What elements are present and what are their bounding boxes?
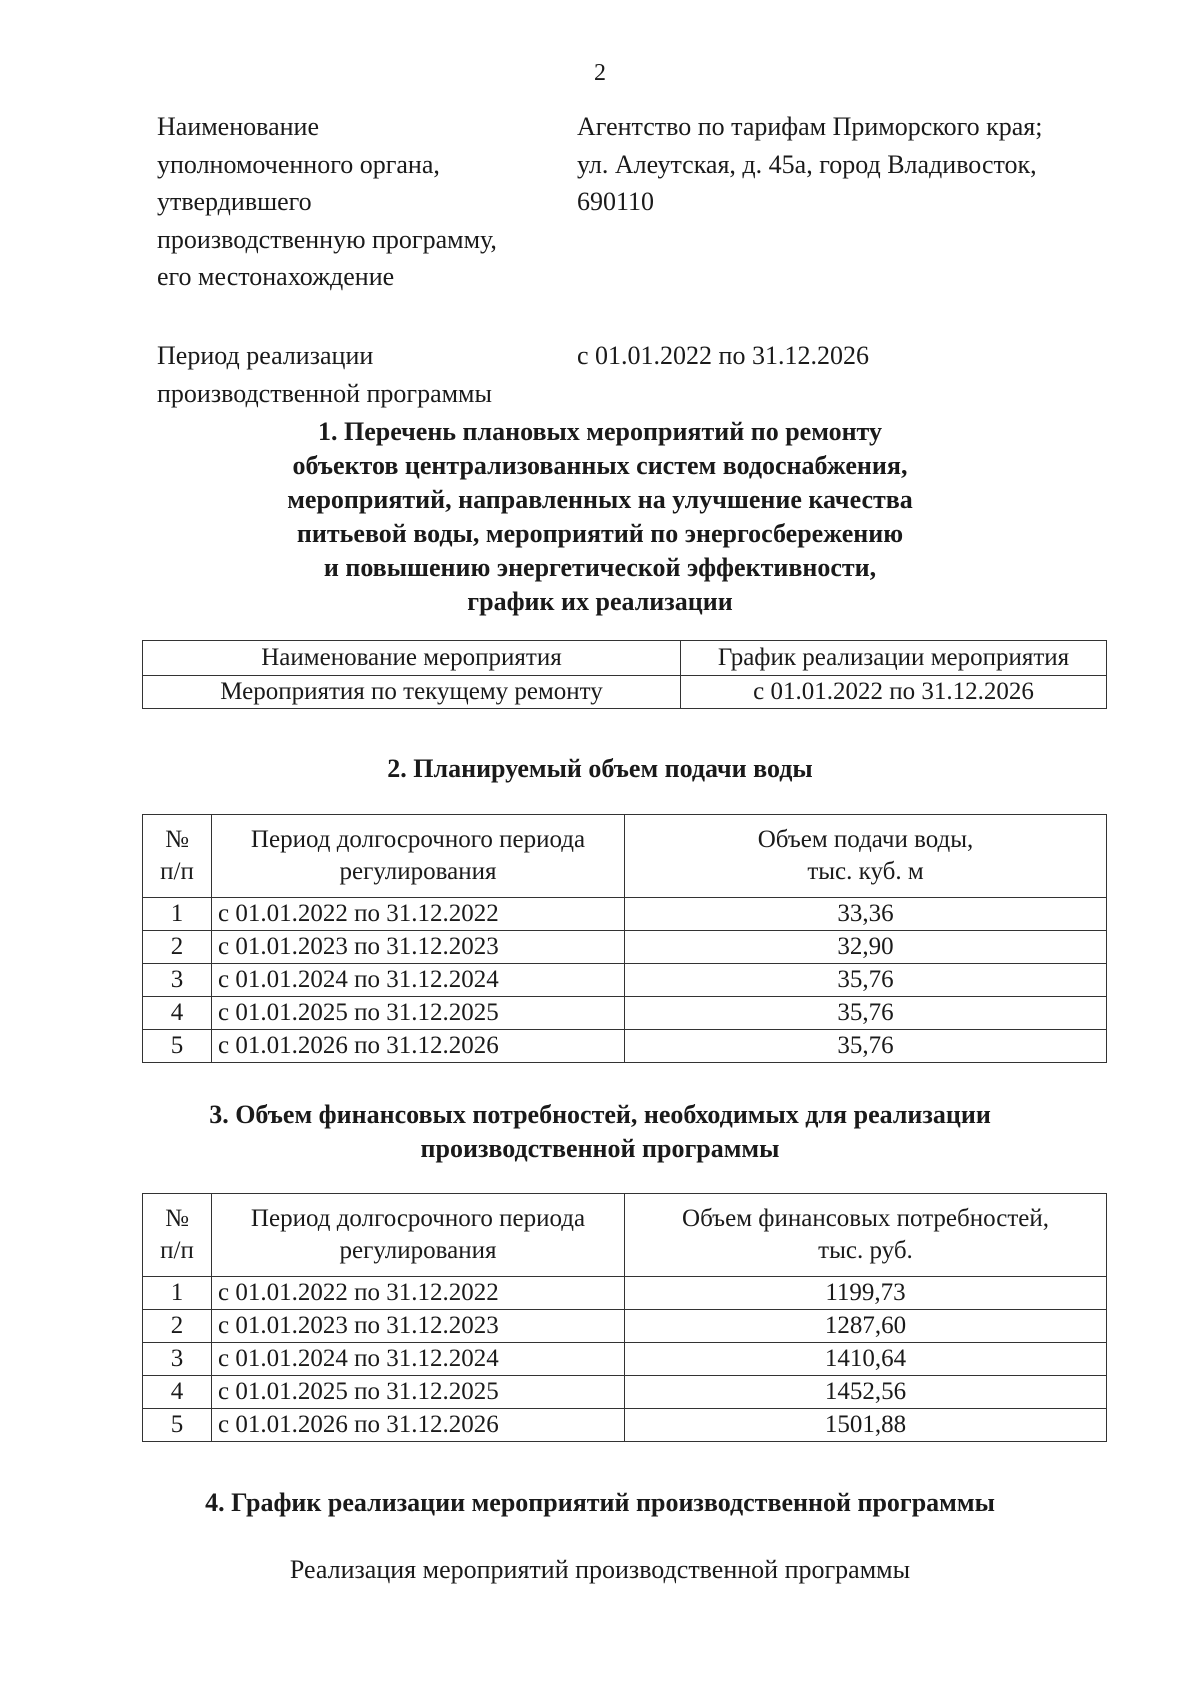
table-row (143, 1343, 1107, 1376)
table-row (143, 1376, 1107, 1409)
table-row (143, 898, 1107, 931)
table-cell: с 01.01.2022 по 31.12.2026 (681, 676, 1107, 709)
table-cell: Мероприятия по текущему ремонту (143, 676, 681, 709)
table-row (143, 964, 1107, 997)
table-row (143, 931, 1107, 964)
table-cell: 1452,56 (625, 1376, 1107, 1409)
section3-title-line: 3. Объем финансовых потребностей, необходимых для реализации (209, 1100, 991, 1129)
table-cell: с 01.01.2024 по 31.12.2024 (212, 1343, 625, 1376)
header-line: регулирования (339, 1237, 497, 1264)
section1-title-line: объектов централизованных систем водоснабжения, (292, 451, 908, 480)
header-line: Объем подачи воды, (757, 826, 974, 853)
table-cell: 4 (143, 1376, 212, 1409)
header-line: Период долгосрочного периода (250, 1205, 586, 1232)
period-value (577, 337, 1097, 375)
header-line: № (165, 1205, 189, 1232)
authority-value-line: 690110 (577, 187, 655, 216)
section4-subtitle: Реализация мероприятий производственной программы (289, 1555, 911, 1584)
table-cell: 32,90 (625, 931, 1107, 964)
table-cell: с 01.01.2023 по 31.12.2023 (212, 1310, 625, 1343)
header-line: тыс. руб. (818, 1237, 913, 1264)
table-cell: 1501,88 (625, 1409, 1107, 1442)
section1-title-line: питьевой воды, мероприятий по энергосбережению (296, 519, 904, 548)
header-line: п/п (160, 1237, 194, 1264)
header-cell-period (212, 1194, 625, 1277)
table-cell: с 01.01.2026 по 31.12.2026 (212, 1409, 625, 1442)
table-cell: с 01.01.2025 по 31.12.2025 (212, 997, 625, 1030)
table-cell: 35,76 (625, 1030, 1107, 1063)
section3-table (142, 1193, 1107, 1442)
authority-value-line: Агентство по тарифам Приморского края; (577, 112, 1043, 141)
header-cell-value (625, 815, 1107, 898)
section2-table (142, 814, 1107, 1063)
authority-label-line: производственную программу, (157, 224, 497, 254)
table-cell: 1 (143, 898, 212, 931)
header-cell: Наименование мероприятия (143, 641, 681, 676)
section4-title: 4. График реализации мероприятий производственной программы (205, 1488, 995, 1517)
authority-label-line: его местонахождение (157, 262, 395, 291)
table-cell: 1199,73 (625, 1277, 1107, 1310)
table-cell: 3 (143, 1343, 212, 1376)
authority-value (577, 108, 1097, 221)
table-row (143, 1409, 1107, 1442)
header-cell: График реализации мероприятия (681, 641, 1107, 676)
table-cell: 5 (143, 1409, 212, 1442)
period-label-line: производственной программы (157, 378, 492, 408)
period-label (157, 337, 547, 412)
section1-title-line: график их реализации (467, 587, 733, 616)
section3-title (0, 1098, 1200, 1166)
table-cell: 1410,64 (625, 1343, 1107, 1376)
table-cell: 33,36 (625, 898, 1107, 931)
table-header-row (143, 641, 1107, 676)
table-cell: с 01.01.2025 по 31.12.2025 (212, 1376, 625, 1409)
page-number: 2 (594, 60, 606, 86)
period-value-text: с 01.01.2022 по 31.12.2026 (577, 341, 869, 370)
table-cell: с 01.01.2023 по 31.12.2023 (212, 931, 625, 964)
table-cell: с 01.01.2024 по 31.12.2024 (212, 964, 625, 997)
header-line: п/п (160, 858, 194, 885)
table-cell: 4 (143, 997, 212, 1030)
section3-title-line: производственной программы (420, 1134, 780, 1163)
table-cell: с 01.01.2022 по 31.12.2022 (212, 898, 625, 931)
table-cell: с 01.01.2022 по 31.12.2022 (212, 1277, 625, 1310)
table-row (143, 676, 1107, 709)
header-line: тыс. куб. м (807, 858, 924, 885)
header-line: № (165, 826, 189, 853)
header-line: регулирования (339, 858, 497, 885)
section2-title: 2. Планируемый объем подачи воды (387, 754, 813, 783)
authority-label-line: Наименование (157, 112, 319, 141)
table-header-row (143, 815, 1107, 898)
authority-label-line: уполномоченного органа, (157, 149, 440, 179)
header-line: Период долгосрочного периода (250, 826, 586, 853)
table-header-row (143, 1194, 1107, 1277)
authority-label (157, 108, 547, 296)
table-row (143, 1277, 1107, 1310)
authority-value-line: ул. Алеутская, д. 45а, город Владивосток, (577, 149, 1037, 179)
section1-title (0, 415, 1200, 619)
table-row (143, 1310, 1107, 1343)
table-cell: 1287,60 (625, 1310, 1107, 1343)
header-cell-value (625, 1194, 1107, 1277)
section1-table (142, 640, 1107, 709)
table-cell: 35,76 (625, 964, 1107, 997)
table-row (143, 997, 1107, 1030)
table-cell: 2 (143, 931, 212, 964)
table-cell: с 01.01.2026 по 31.12.2026 (212, 1030, 625, 1063)
header-line: Объем финансовых потребностей, (682, 1205, 1049, 1232)
section1-title-line: и повышению энергетической эффективности, (323, 553, 877, 582)
section1-title-line: 1. Перечень плановых мероприятий по ремонту (318, 417, 882, 446)
period-label-line: Период реализации (157, 341, 374, 370)
header-cell-number (143, 1194, 212, 1277)
table-cell: 5 (143, 1030, 212, 1063)
authority-label-line: утвердившего (157, 187, 312, 216)
table-cell: 3 (143, 964, 212, 997)
table-cell: 2 (143, 1310, 212, 1343)
table-cell: 35,76 (625, 997, 1107, 1030)
header-cell-number (143, 815, 212, 898)
table-cell: 1 (143, 1277, 212, 1310)
header-cell-period (212, 815, 625, 898)
section1-title-line: мероприятий, направленных на улучшение качества (287, 485, 913, 514)
table-row (143, 1030, 1107, 1063)
